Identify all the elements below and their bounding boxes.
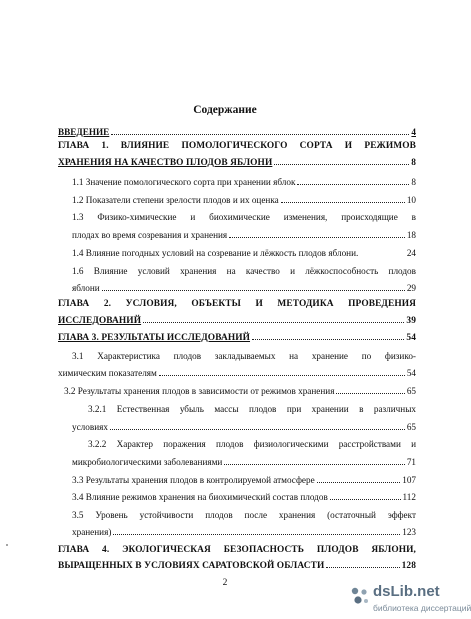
- toc-entry-chapter-2-line-2: ИССЛЕДОВАНИЙ 39: [58, 316, 416, 326]
- page-title: Содержание: [193, 104, 257, 116]
- toc-entry-1-1: 1.1 Значение помологического сорта при хранении яблок 8: [72, 177, 416, 187]
- toc-entry-3-4: 3.4 Влияние режимов хранения на биохимический состав плодов 112: [72, 492, 416, 502]
- toc-entry-3-2: 3.2 Результаты хранения плодов в зависимости от режимов хранения 65: [64, 386, 416, 396]
- watermark-brand: dsLib.net: [373, 583, 440, 600]
- toc-entry-1-6-line-1: 1.6 Влияние условий хранения на качество и лёжкоспособность плодов: [72, 266, 416, 276]
- scan-speck: [6, 544, 8, 546]
- toc-entry-introduction: ВВЕДЕНИЕ 4: [58, 127, 416, 137]
- toc-entry-1-6-line-2: яблони 29: [72, 283, 416, 293]
- page-number: 2: [222, 578, 228, 588]
- watermark-subtitle: библиотека диссертаций: [373, 603, 471, 613]
- toc-entry-3-1-line-2: химическим показателям 54: [58, 368, 416, 378]
- toc-entry-1-4: 1.4 Влияние погодных условий на созревание и лёжкость плодов яблони. 24: [72, 248, 416, 258]
- dslib-logo-icon: [350, 586, 370, 606]
- dslib-watermark[interactable]: [350, 582, 471, 619]
- toc-entry-chapter-2-line-1: ГЛАВА 2. УСЛОВИЯ, ОБЪЕКТЫ И МЕТОДИКА ПРОВЕДЕНИЯ: [58, 299, 416, 309]
- toc-entry-3-5-line-1: 3.5 Уровень устойчивости плодов после хранения (остаточный эффект: [72, 510, 416, 520]
- toc-entry-chapter-1-line-2: ХРАНЕНИЯ НА КАЧЕСТВО ПЛОДОВ ЯБЛОНИ 8: [58, 158, 416, 168]
- toc-entry-1-2: 1.2 Показатели степени зрелости плодов и их оценка 10: [72, 195, 416, 205]
- toc-entry-1-3-line-2: плодах во время созревания и хранения 18: [72, 230, 416, 240]
- toc-entry-3-2-2-line-2: микробиологическими заболеваниями 71: [72, 457, 416, 467]
- toc-entry-chapter-4-line-1: ГЛАВА 4. ЭКОЛОГИЧЕСКАЯ БЕЗОПАСНОСТЬ ПЛОДОВ ЯБЛОНИ,: [58, 545, 416, 555]
- toc-entry-chapter-3: ГЛАВА 3. РЕЗУЛЬТАТЫ ИССЛЕДОВАНИЙ 54: [58, 333, 416, 343]
- toc-entry-3-3: 3.3 Результаты хранения плодов в контролируемой атмосфере 107: [72, 475, 416, 485]
- toc-entry-3-2-2-line-1: 3.2.2 Характер поражения плодов физиологическими расстройствами и: [88, 439, 416, 449]
- toc-entry-chapter-4-line-2: ВЫРАЩЕННЫХ В УСЛОВИЯХ САРАТОВСКОЙ ОБЛАСТИ 128: [58, 561, 416, 571]
- toc-entry-3-5-line-2: хранения) 123: [72, 527, 416, 537]
- toc-entry-3-1-line-1: 3.1 Характеристика плодов закладываемых на хранение по физико-: [72, 351, 416, 361]
- toc-entry-chapter-1-line-1: ГЛАВА 1. ВЛИЯНИЕ ПОМОЛОГИЧЕСКОГО СОРТА И РЕЖИМОВ: [58, 141, 416, 151]
- toc-entry-1-3-line-1: 1.3 Физико-химические и биохимические изменения, происходящие в: [72, 212, 416, 222]
- toc-entry-3-2-1-line-1: 3.2.1 Естественная убыль массы плодов при хранении в различных: [88, 404, 416, 414]
- toc-entry-3-2-1-line-2: условиях 65: [72, 422, 416, 432]
